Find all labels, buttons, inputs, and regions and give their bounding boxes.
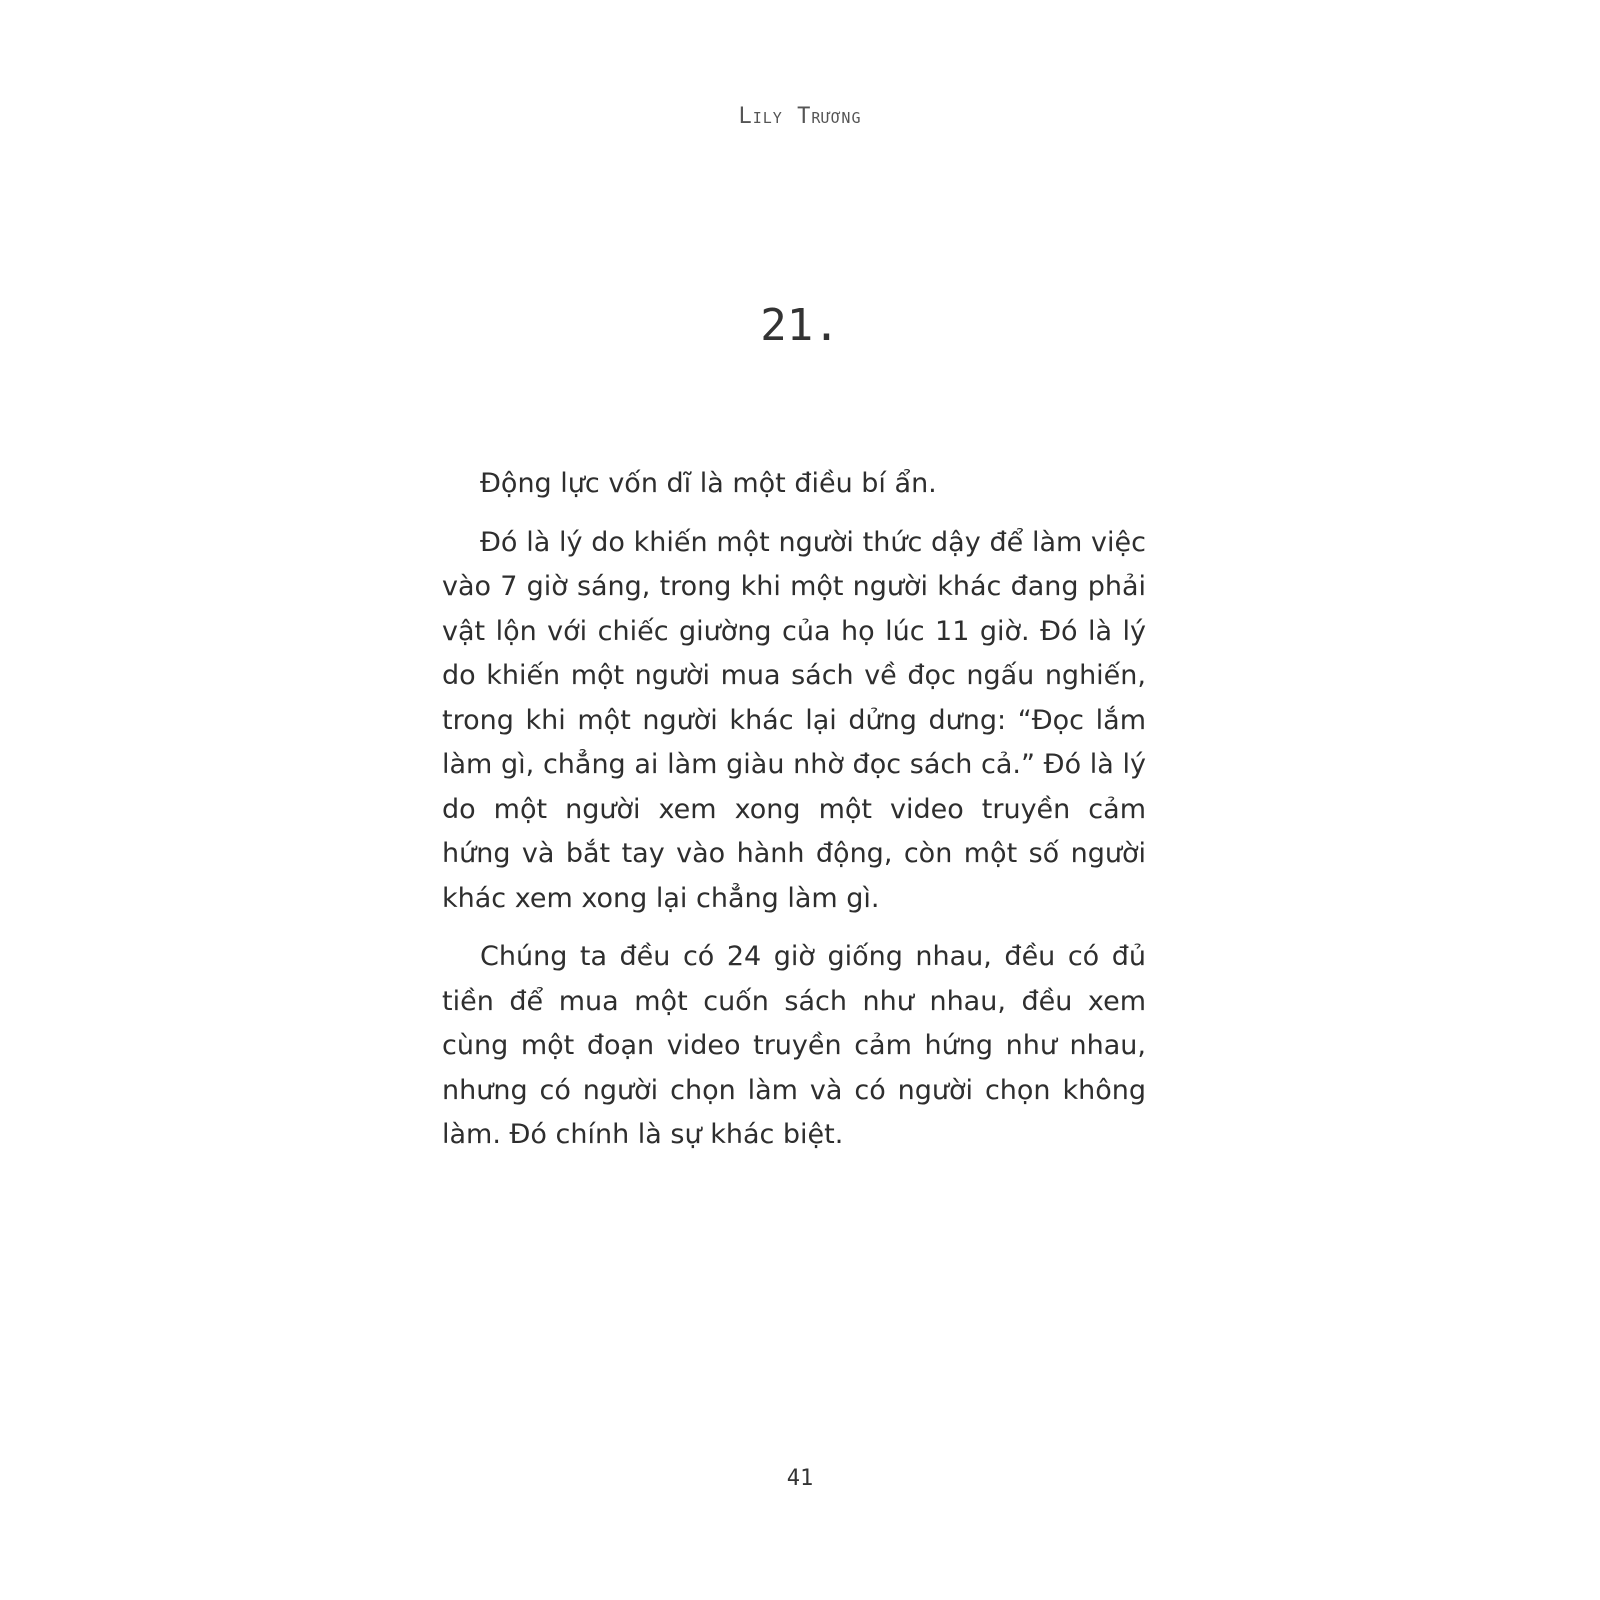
paragraph: Đó là lý do khiến một người thức dậy để làm việc vào 7 giờ sáng, trong khi một người khác đang phải vật lộn với chiếc giường của họ lúc 11 giờ. Đó là lý do khiến một người mua sách về đọc ngấu nghiến, trong khi một người khác lại dửng dưng: “Đọc lắm làm gì, chẳng ai làm giàu nhờ đọc sách cả.” Đó là lý do một người xem xong một video truyền cảm hứng và bắt tay vào hành động, còn một số người khác xem xong lại chẳng làm gì. xyxy=(442,526,1146,914)
running-header-author: Lily Trương xyxy=(738,104,862,129)
body-text xyxy=(442,462,1146,1172)
paragraph: Động lực vốn dĩ là một điều bí ẩn. xyxy=(480,468,937,499)
page-number: 41 xyxy=(786,1466,814,1491)
paragraph: Chúng ta đều có 24 giờ giống nhau, đều có đủ tiền để mua một cuốn sách như nhau, đều xem cùng một đoạn video truyền cảm hứng như nhau, nhưng có người chọn làm và có người chọn không làm. Đó chính là sự khác biệt. xyxy=(442,941,1146,1150)
chapter-number: 21. xyxy=(760,300,840,351)
